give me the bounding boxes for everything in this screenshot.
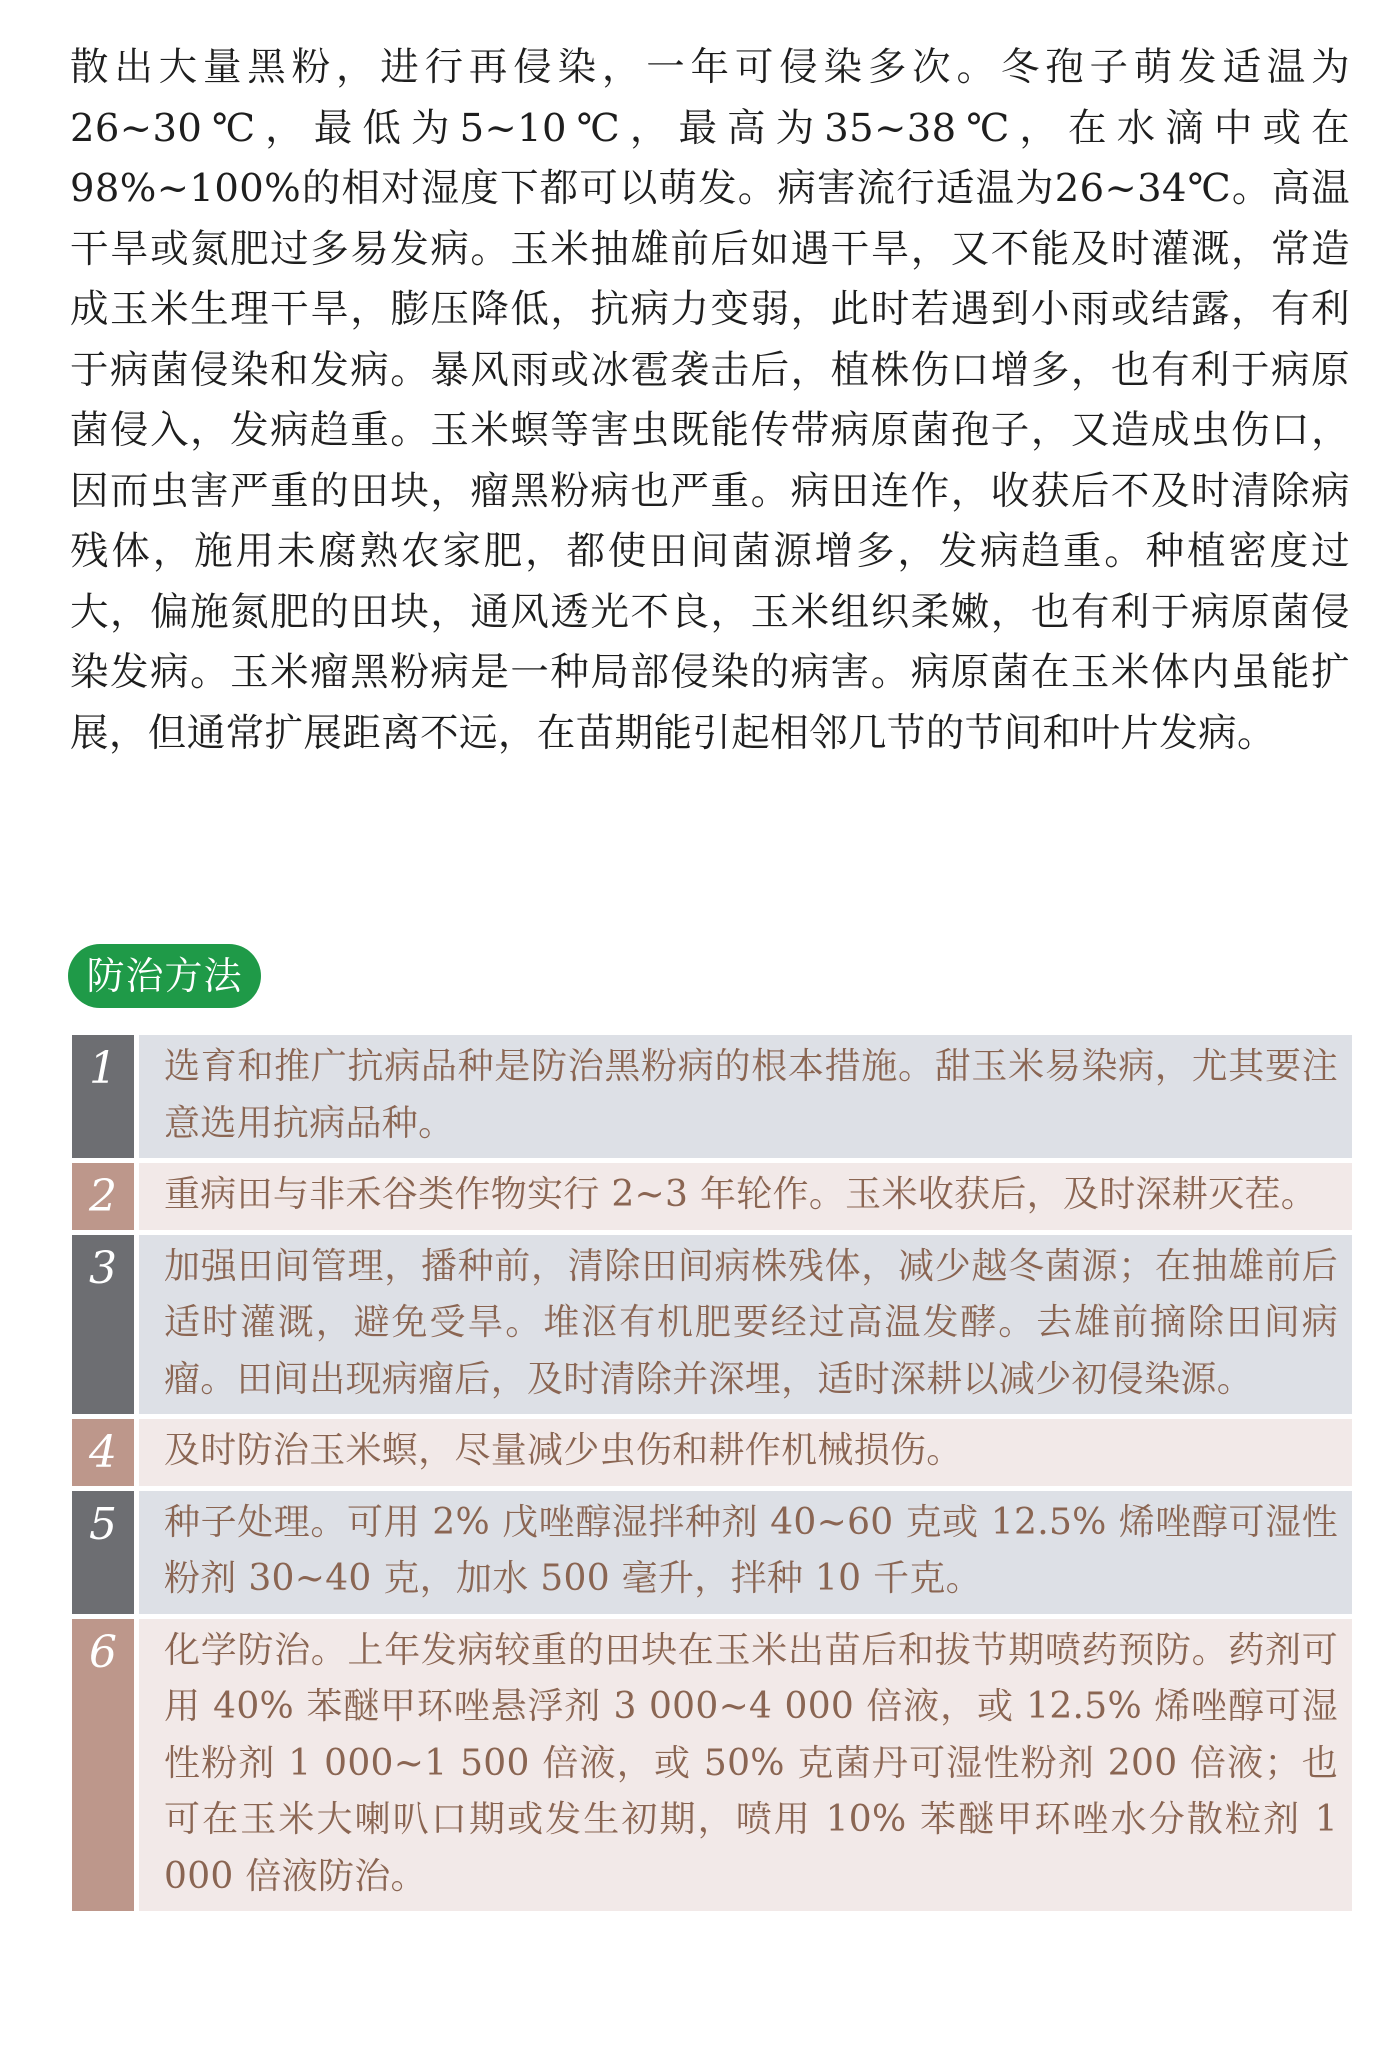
method-text: 及时防治玉米螟，尽量减少虫伤和耕作机械损伤。 bbox=[139, 1419, 1352, 1486]
method-item-2 bbox=[72, 1163, 1352, 1230]
method-item-3 bbox=[72, 1235, 1352, 1415]
control-methods-list bbox=[72, 1035, 1352, 1916]
method-item-1 bbox=[72, 1035, 1352, 1158]
method-text: 重病田与非禾谷类作物实行 2~3 年轮作。玉米收获后，及时深耕灭茬。 bbox=[139, 1163, 1352, 1230]
method-item-5 bbox=[72, 1491, 1352, 1614]
method-number: 4 bbox=[72, 1419, 134, 1486]
method-number: 3 bbox=[72, 1235, 134, 1415]
method-text: 选育和推广抗病品种是防治黑粉病的根本措施。甜玉米易染病，尤其要注意选用抗病品种。 bbox=[139, 1035, 1352, 1158]
intro-paragraph: 散出大量黑粉，进行再侵染，一年可侵染多次。冬孢子萌发适温为26~30℃，最低为5~10℃，最高为35~38℃，在水滴中或在98%~100%的相对湿度下都可以萌发。病害流行适温为26~34℃。高温干旱或氮肥过多易发病。玉米抽雄前后如遇干旱，又不能及时灌溉，常造成玉米生理干旱，膨压降低，抗病力变弱，此时若遇到小雨或结露，有利于病菌侵染和发病。暴风雨或冰雹袭击后，植株伤口增多，也有利于病原菌侵入，发病趋重。玉米螟等害虫既能传带病原菌孢子，又造成虫伤口，因而虫害严重的田块，瘤黑粉病也严重。病田连作，收获后不及时清除病残体，施用未腐熟农家肥，都使田间菌源增多，发病趋重。种植密度过大，偏施氮肥的田块，通风透光不良，玉米组织柔嫩，也有利于病原菌侵染发病。玉米瘤黑粉病是一种局部侵染的病害。病原菌在玉米体内虽能扩展，但通常扩展距离不远，在苗期能引起相邻几节的节间和叶片发病。 bbox=[70, 45, 1350, 756]
method-item-4 bbox=[72, 1419, 1352, 1486]
section-title-badge: 防治方法 bbox=[68, 944, 261, 1008]
method-number: 6 bbox=[72, 1619, 134, 1912]
method-number: 5 bbox=[72, 1491, 134, 1614]
method-item-6 bbox=[72, 1619, 1352, 1912]
method-text: 化学防治。上年发病较重的田块在玉米出苗后和拔节期喷药预防。药剂可用 40% 苯醚甲环唑悬浮剂 3 000~4 000 倍液，或 12.5% 烯唑醇可湿性粉剂 1 000~1 500 倍液，或 50% 克菌丹可湿性粉剂 200 倍液；也可在玉米大喇叭口期或发生初期，喷用 10% 苯醚甲环唑水分散粒剂 1 000 倍液防治。 bbox=[139, 1619, 1352, 1912]
method-text: 加强田间管理，播种前，清除田间病株残体，减少越冬菌源；在抽雄前后适时灌溉，避免受旱。堆沤有机肥要经过高温发酵。去雄前摘除田间病瘤。田间出现病瘤后，及时清除并深埋，适时深耕以减少初侵染源。 bbox=[139, 1235, 1352, 1415]
method-number: 2 bbox=[72, 1163, 134, 1230]
method-number: 1 bbox=[72, 1035, 134, 1158]
method-text: 种子处理。可用 2% 戊唑醇湿拌种剂 40~60 克或 12.5% 烯唑醇可湿性粉剂 30~40 克，加水 500 毫升，拌种 10 千克。 bbox=[139, 1491, 1352, 1614]
